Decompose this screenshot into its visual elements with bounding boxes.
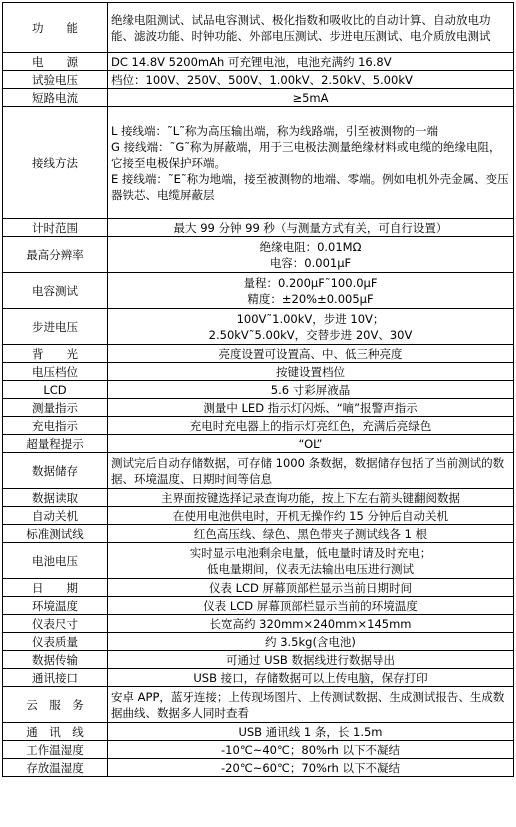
- spec-row: [3, 345, 514, 363]
- spec-value: [108, 107, 514, 219]
- spec-label: 背 光: [3, 345, 108, 363]
- spec-value-line: 精度：±20%±0.005μF: [247, 291, 374, 306]
- spec-value-line: E 接线端：˜E˜称为地端，接至被测物的地端、零端。例如电机外壳金属、变压器铁芯、电缆屏蔽层: [111, 171, 509, 202]
- spec-value: [108, 543, 514, 579]
- spec-value-line: 最大 99 分钟 99 秒（与测量方式有关，可自行设置）: [173, 220, 448, 235]
- spec-row: [3, 273, 514, 309]
- spec-label: 存放温湿度: [3, 759, 108, 777]
- spec-value: [108, 399, 514, 417]
- spec-label: 云 服 务: [3, 687, 108, 723]
- spec-row: [3, 309, 514, 345]
- spec-value-line: 约 3.5kg(含电池): [265, 634, 356, 649]
- spec-value-line: -20℃~60℃；70%rh 以下不凝结: [221, 760, 400, 775]
- spec-value-line: 测量中 LED 指示灯闪烁、“嘀”报警声指示: [203, 400, 418, 415]
- spec-label: 自动关机: [3, 507, 108, 525]
- spec-value: [108, 3, 514, 53]
- spec-value: [108, 435, 514, 453]
- spec-row: [3, 435, 514, 453]
- spec-value-line: 量程：0.200μF˜100.0μF: [243, 275, 378, 290]
- spec-row: [3, 723, 514, 741]
- spec-row: [3, 597, 514, 615]
- spec-value-line: 安卓 APP，蓝牙连接；上传现场图片、上传测试数据、生成测试报告、生成数据曲线、数据多人同时查看: [111, 689, 505, 720]
- spec-label: 仪表质量: [3, 633, 108, 651]
- spec-row: [3, 453, 514, 489]
- spec-label: 数据读取: [3, 489, 108, 507]
- spec-label: 短路电流: [3, 89, 108, 107]
- spec-value-line: 仪表 LCD 屏幕顶部栏显示当前日期时间: [208, 580, 413, 595]
- spec-value-line: 测试完后自动存储数据，可存储 1000 条数据，数据储存包括了当前测试的数据、环境温度、日期时间等信息: [111, 455, 505, 486]
- spec-label: 计时范围: [3, 219, 108, 237]
- spec-row: [3, 525, 514, 543]
- spec-value-line: 红色高压线、绿色、黑色带夹子测试线各 1 根: [193, 526, 428, 541]
- spec-value: [108, 489, 514, 507]
- spec-label: 功 能: [3, 3, 108, 53]
- spec-value: [108, 615, 514, 633]
- spec-value: [108, 453, 514, 489]
- spec-value-line: 2.50kV˜5.00kV，交替步进 20V、30V: [208, 327, 413, 342]
- spec-value-line: 绝缘电阻：0.01MΩ: [259, 239, 362, 254]
- spec-value-line: L 接线端：˜L˜称为高压输出端，称为线路端，引至被测物的一端: [111, 123, 438, 138]
- spec-label: 接线方法: [3, 107, 108, 219]
- spec-value-line: 在使用电池供电时，开机无操作约 15 分钟后自动关机: [173, 508, 448, 523]
- spec-label: 最高分辨率: [3, 237, 108, 273]
- spec-label: LCD: [3, 381, 108, 399]
- spec-value: [108, 651, 514, 669]
- spec-row: [3, 363, 514, 381]
- spec-value-line: 充电时充电器上的指示灯亮红色，充满后亮绿色: [189, 418, 432, 433]
- spec-value: [108, 579, 514, 597]
- spec-row: [3, 651, 514, 669]
- spec-row: [3, 543, 514, 579]
- spec-value: [108, 89, 514, 107]
- spec-label: 电压档位: [3, 363, 108, 381]
- spec-table: [2, 2, 514, 777]
- spec-value-line: USB 接口，存储数据可以上传电脑，保存打印: [193, 670, 428, 685]
- spec-table-body: [3, 3, 514, 777]
- spec-label: 数据储存: [3, 453, 108, 489]
- spec-value: [108, 759, 514, 777]
- spec-value: [108, 237, 514, 273]
- spec-value: [108, 273, 514, 309]
- spec-label: 超量程提示: [3, 435, 108, 453]
- spec-value-line: 亮度设置可设置高、中、低三种亮度: [218, 346, 403, 361]
- spec-label: 工作温湿度: [3, 741, 108, 759]
- spec-value-line: G 接线端：˜G˜称为屏蔽端，用于三电极法测量绝缘材料或电缆的绝缘电阻，它接至电极保护环端。: [111, 139, 501, 170]
- spec-value: [108, 687, 514, 723]
- spec-label: 通 讯 线: [3, 723, 108, 741]
- spec-row: [3, 669, 514, 687]
- spec-value-line: 档位：100V、250V、500V、1.00kV、2.50kV、5.00kV: [111, 72, 413, 87]
- spec-label: 充电指示: [3, 417, 108, 435]
- spec-row: [3, 107, 514, 219]
- spec-row: [3, 417, 514, 435]
- spec-row: [3, 579, 514, 597]
- spec-value: [108, 525, 514, 543]
- spec-row: [3, 489, 514, 507]
- spec-value-line: 长宽高约 320mm×240mm×145mm: [209, 616, 412, 631]
- spec-label: 电 源: [3, 53, 108, 71]
- spec-value: [108, 669, 514, 687]
- spec-value-line: -10℃~40℃；80%rh 以下不凝结: [221, 742, 400, 757]
- spec-label: 试验电压: [3, 71, 108, 89]
- spec-label: 测量指示: [3, 399, 108, 417]
- spec-row: [3, 687, 514, 723]
- spec-row: [3, 237, 514, 273]
- spec-row: [3, 741, 514, 759]
- spec-value-line: 绝缘电阻测试、试品电容测试、极化指数和吸收比的自动计算、自动放电功能、滤波功能、时钟功能、外部电压测试、步进电压测试、电介质放电测试: [111, 12, 491, 43]
- spec-row: [3, 219, 514, 237]
- spec-row: [3, 53, 514, 71]
- spec-value: [108, 417, 514, 435]
- spec-row: [3, 3, 514, 53]
- spec-row: [3, 633, 514, 651]
- spec-value: [108, 723, 514, 741]
- spec-label: 通讯接口: [3, 669, 108, 687]
- spec-row: [3, 507, 514, 525]
- spec-value: [108, 633, 514, 651]
- spec-value-line: 实时显示电池剩余电量，低电量时请及时充电；: [189, 545, 432, 560]
- spec-row: [3, 759, 514, 777]
- spec-value: [108, 219, 514, 237]
- spec-label: 电池电压: [3, 543, 108, 579]
- spec-value-line: 主界面按键选择记录查询功能，按上下左右箭头键翻阅数据: [161, 490, 460, 505]
- spec-value-line: 仪表 LCD 屏幕顶部栏显示当前的环境温度: [203, 598, 418, 613]
- spec-value: [108, 381, 514, 399]
- spec-value: [108, 309, 514, 345]
- spec-label: 仪表尺寸: [3, 615, 108, 633]
- spec-row: [3, 71, 514, 89]
- spec-value-line: ≥5mA: [292, 90, 329, 105]
- spec-label: 标准测试线: [3, 525, 108, 543]
- spec-label: 环境温度: [3, 597, 108, 615]
- spec-value: [108, 363, 514, 381]
- spec-value-line: 5.6 寸彩屏液晶: [270, 382, 351, 397]
- spec-value: [108, 597, 514, 615]
- spec-value: [108, 345, 514, 363]
- spec-value: [108, 71, 514, 89]
- spec-row: [3, 399, 514, 417]
- spec-label: 日 期: [3, 579, 108, 597]
- spec-label: 数据传输: [3, 651, 108, 669]
- spec-value: [108, 507, 514, 525]
- spec-row: [3, 615, 514, 633]
- spec-value-line: 低电量期间，仪表无法输出电压进行测试: [207, 561, 414, 576]
- spec-value-line: DC 14.8V 5200mAh 可充锂电池，电池充满约 16.8V: [111, 54, 392, 69]
- spec-value: [108, 741, 514, 759]
- spec-value-line: “OL”: [298, 436, 323, 451]
- spec-label: 电容测试: [3, 273, 108, 309]
- spec-value-line: USB 通讯线 1 条，长 1.5m: [238, 724, 383, 739]
- spec-row: [3, 381, 514, 399]
- spec-value-line: 可通过 USB 数据线进行数据导出: [226, 652, 395, 667]
- spec-value: [108, 53, 514, 71]
- spec-row: [3, 89, 514, 107]
- spec-value-line: 电容：0.001μF: [269, 255, 352, 270]
- spec-label: 步进电压: [3, 309, 108, 345]
- spec-value-line: 100V˜1.00kV，步进 10V；: [236, 311, 385, 326]
- spec-value-line: 按键设置档位: [276, 364, 345, 379]
